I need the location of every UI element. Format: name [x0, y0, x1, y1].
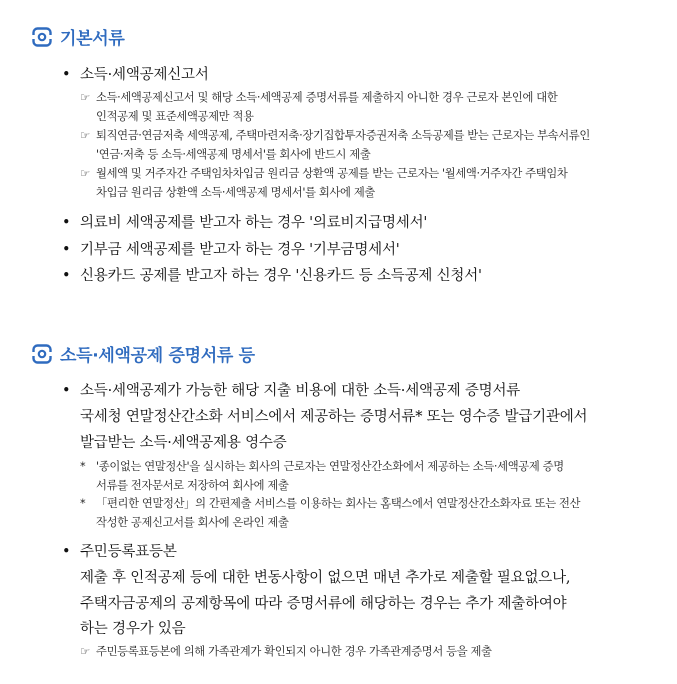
footnote-item: * '종이없는 연말정산'을 실시하는 회사의 근로자는 연말정산간소화에서 제공하는 소득·세액공제 증명 서류를 전자문서로 저장하여 회사에 제출 [80, 460, 564, 492]
footnote-item: * 「편리한 연말정산」의 간편제출 서비스를 이용하는 회사는 홈택스에서 연말정산간소화자료 또는 전산 작성한 공제신고서를 회사에 온라인 제출 [80, 497, 581, 529]
paragraph-line: 발급받는 소득·세액공제용 영수증 [80, 435, 287, 451]
section-title: 소득·세액공제 증명서류 등 [60, 346, 255, 366]
paragraph-line: 국세청 연말정산간소화 서비스에서 제공하는 증명서류* 또는 영수증 발급기관에서 [80, 409, 588, 425]
list-item: • 기부금 세액공제를 받고자 하는 경우 '기부금명세서' [62, 242, 400, 258]
paragraph-line: 하는 경우가 있음 [80, 621, 186, 637]
list-item: • 소득·세액공제신고서 [62, 67, 209, 83]
list-item: • 신용카드 공제를 받고자 하는 경우 '신용카드 등 소득공제 신청서' [62, 268, 482, 284]
note-item: ☞ 월세액 및 거주자간 주택임차차입금 원리금 상환액 공제를 받는 근로자는 '월세액·거주자간 주택임차 차입금 원리금 상환액 소득·세액공제 명세서'를 회사에 제출 [80, 167, 568, 199]
target-icon [32, 344, 52, 364]
section-title: 기본서류 [60, 29, 125, 49]
note-item: ☞ 주민등록표등본에 의해 가족관계가 확인되지 아니한 경우 가족관계증명서 등을 제출 [80, 645, 492, 658]
list-item: • 소득·세액공제가 가능한 해당 지출 비용에 대한 소득·세액공제 증명서류 [62, 383, 521, 399]
paragraph-line: 주택자금공제의 공제항목에 따라 증명서류에 해당하는 경우는 추가 제출하여야 [80, 596, 567, 612]
list-item: • 의료비 세액공제를 받고자 하는 경우 '의료비지급명세서' [62, 215, 428, 231]
paragraph-line: 제출 후 인적공제 등에 대한 변동사항이 없으면 매년 추가로 제출할 필요없으나, [80, 570, 571, 586]
list-item: • 주민등록표등본 [62, 544, 177, 560]
target-icon [32, 27, 52, 47]
note-item: ☞ 소득·세액공제신고서 및 해당 소득·세액공제 증명서류를 제출하지 아니한 경우 근로자 본인에 대한 인적공제 및 표준세액공제만 적용 [80, 91, 558, 123]
section-heading-proof-documents [32, 341, 255, 366]
section-heading-basic-documents [32, 24, 125, 49]
note-item: ☞ 퇴직연금·연금저축 세액공제, 주택마련저축·장기집합투자증권저축 소득공제를 받는 근로자는 부속서류인 '연금·저축 등 소득·세액공제 명세서'를 회사에 반드시 제출 [80, 129, 590, 161]
